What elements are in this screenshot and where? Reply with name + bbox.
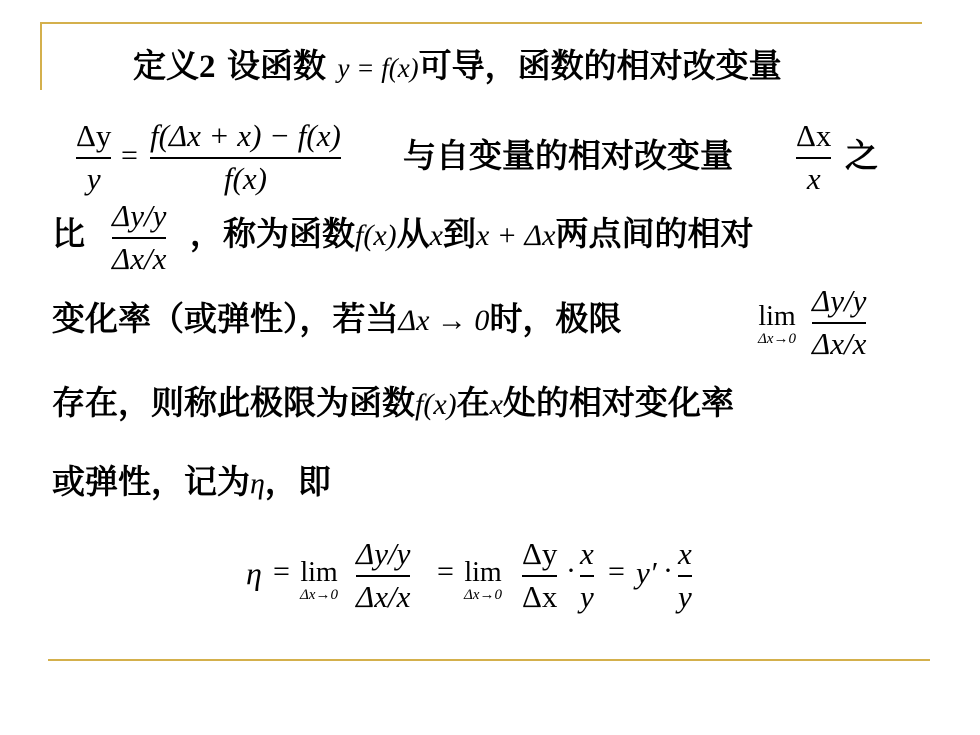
- fraction-denominator: y: [86, 160, 101, 196]
- math-eta: η: [250, 467, 265, 500]
- slide-bottom-rule: [48, 659, 930, 661]
- math-fx: f(x): [355, 219, 397, 252]
- fraction-numerator: Δy/y: [812, 283, 867, 318]
- text-or-elasticity-denoted: 或弹性，记为: [52, 462, 250, 501]
- fraction-numerator: Δx: [796, 118, 832, 153]
- fraction-numerator: Δy: [76, 118, 112, 153]
- definition-line-6-text: [52, 462, 331, 504]
- math-x-plus-dx: x + Δx: [475, 219, 556, 252]
- text-bi-char: 比: [52, 214, 85, 253]
- math-dx-to-zero: Δx → 0: [398, 304, 490, 337]
- text-bi: [52, 214, 85, 254]
- fraction-numerator: x: [580, 536, 594, 571]
- fraction-delta-x-over-x: [796, 118, 831, 197]
- formula-dot-2: ·: [663, 554, 673, 587]
- text-zhi: [845, 136, 878, 176]
- formula-y-prime: y′: [636, 555, 657, 590]
- fraction-bar: [522, 575, 557, 577]
- text-rate-of-change: 变化率（或弹性），若当: [52, 299, 399, 338]
- fraction-bar: [76, 157, 111, 159]
- limit-subscript: Δx→0: [300, 587, 338, 603]
- formula-fraction-1: [356, 536, 410, 615]
- limit-word: lim: [464, 557, 502, 588]
- math-x: x: [429, 219, 443, 252]
- fraction-numerator: Δy/y: [356, 536, 411, 571]
- definition-line-2-text: [403, 136, 733, 176]
- limit-subscript: Δx→0: [758, 331, 796, 347]
- fraction-bar: [112, 237, 166, 239]
- text-from: 从: [396, 214, 430, 253]
- fraction-bar: [796, 157, 831, 159]
- fraction-denominator: Δx/x: [112, 240, 167, 276]
- formula-dot-1: ·: [566, 554, 576, 587]
- text-at: 在: [456, 383, 490, 422]
- definition-line-5-text: [52, 383, 734, 425]
- fraction-denominator: Δx/x: [356, 578, 411, 614]
- fraction-denominator: y: [580, 578, 594, 614]
- definition-line-1: [133, 46, 782, 88]
- formula-equals-2: =: [437, 555, 454, 588]
- fraction-relative-change: [150, 118, 341, 197]
- text-namely: ，即: [264, 462, 331, 501]
- text-zhi-char: 之: [845, 136, 878, 175]
- limit-word: lim: [758, 301, 796, 332]
- formula-limit-1: [300, 559, 338, 603]
- text-relative-change-of-variable: 与自变量的相对改变量: [403, 136, 733, 175]
- limit-operator: [758, 303, 796, 347]
- definition-number: 2: [199, 49, 216, 85]
- fraction-limit-elasticity: [812, 283, 866, 362]
- fraction-bar: [580, 575, 594, 577]
- fraction-numerator: x: [678, 536, 692, 571]
- fraction-delta-y-over-y: [76, 118, 111, 197]
- fraction-bar: [150, 157, 341, 159]
- text-exists-limit-called: 存在，则称此极限为函数: [52, 383, 415, 422]
- fraction-numerator: f(Δx + x) − f(x): [150, 118, 341, 153]
- fraction-denominator: f(x): [223, 160, 267, 196]
- text-between-two-points: 两点间的相对: [555, 214, 754, 253]
- formula-equals-1: =: [273, 555, 290, 588]
- math-fx: f(x): [415, 388, 457, 421]
- slide-top-rule: [40, 22, 922, 24]
- equals-sign: =: [121, 139, 138, 172]
- limit-word: lim: [300, 557, 338, 588]
- text-set-function: 设函数: [215, 46, 326, 85]
- slide-left-rule: [40, 22, 42, 90]
- fraction-denominator: Δx/x: [812, 325, 867, 361]
- fraction-denominator: x: [806, 160, 821, 196]
- text-relative-rate: 处的相对变化率: [502, 383, 734, 422]
- math-y-equals-fx: y = f(x): [337, 53, 419, 83]
- text-called-function: ，称为函数: [190, 214, 355, 253]
- text-when-limit: 时，极限: [489, 299, 622, 338]
- formula-fraction-4: [678, 536, 692, 615]
- fraction-elasticity: [112, 198, 166, 277]
- fraction-numerator: Δy/y: [112, 198, 167, 233]
- formula-equals-3: =: [608, 555, 625, 588]
- definition-line-4-text: [52, 299, 621, 341]
- fraction-numerator: Δy: [522, 536, 558, 571]
- text-to: 到: [442, 214, 476, 253]
- fraction-bar: [812, 322, 866, 324]
- definition-label: 定义: [133, 46, 199, 85]
- fraction-denominator: Δx: [522, 578, 558, 614]
- formula-limit-2: [464, 559, 502, 603]
- definition-line-3-text: [190, 214, 753, 256]
- fraction-bar: [356, 575, 410, 577]
- text-differentiable: 可导，函数的相对改变量: [418, 46, 782, 85]
- limit-subscript: Δx→0: [464, 587, 502, 603]
- fraction-denominator: y: [678, 578, 692, 614]
- formula-fraction-3: [580, 536, 594, 615]
- fraction-bar: [678, 575, 692, 577]
- formula-eta: η: [246, 555, 262, 591]
- formula-fraction-2: [522, 536, 557, 615]
- math-x: x: [489, 388, 503, 421]
